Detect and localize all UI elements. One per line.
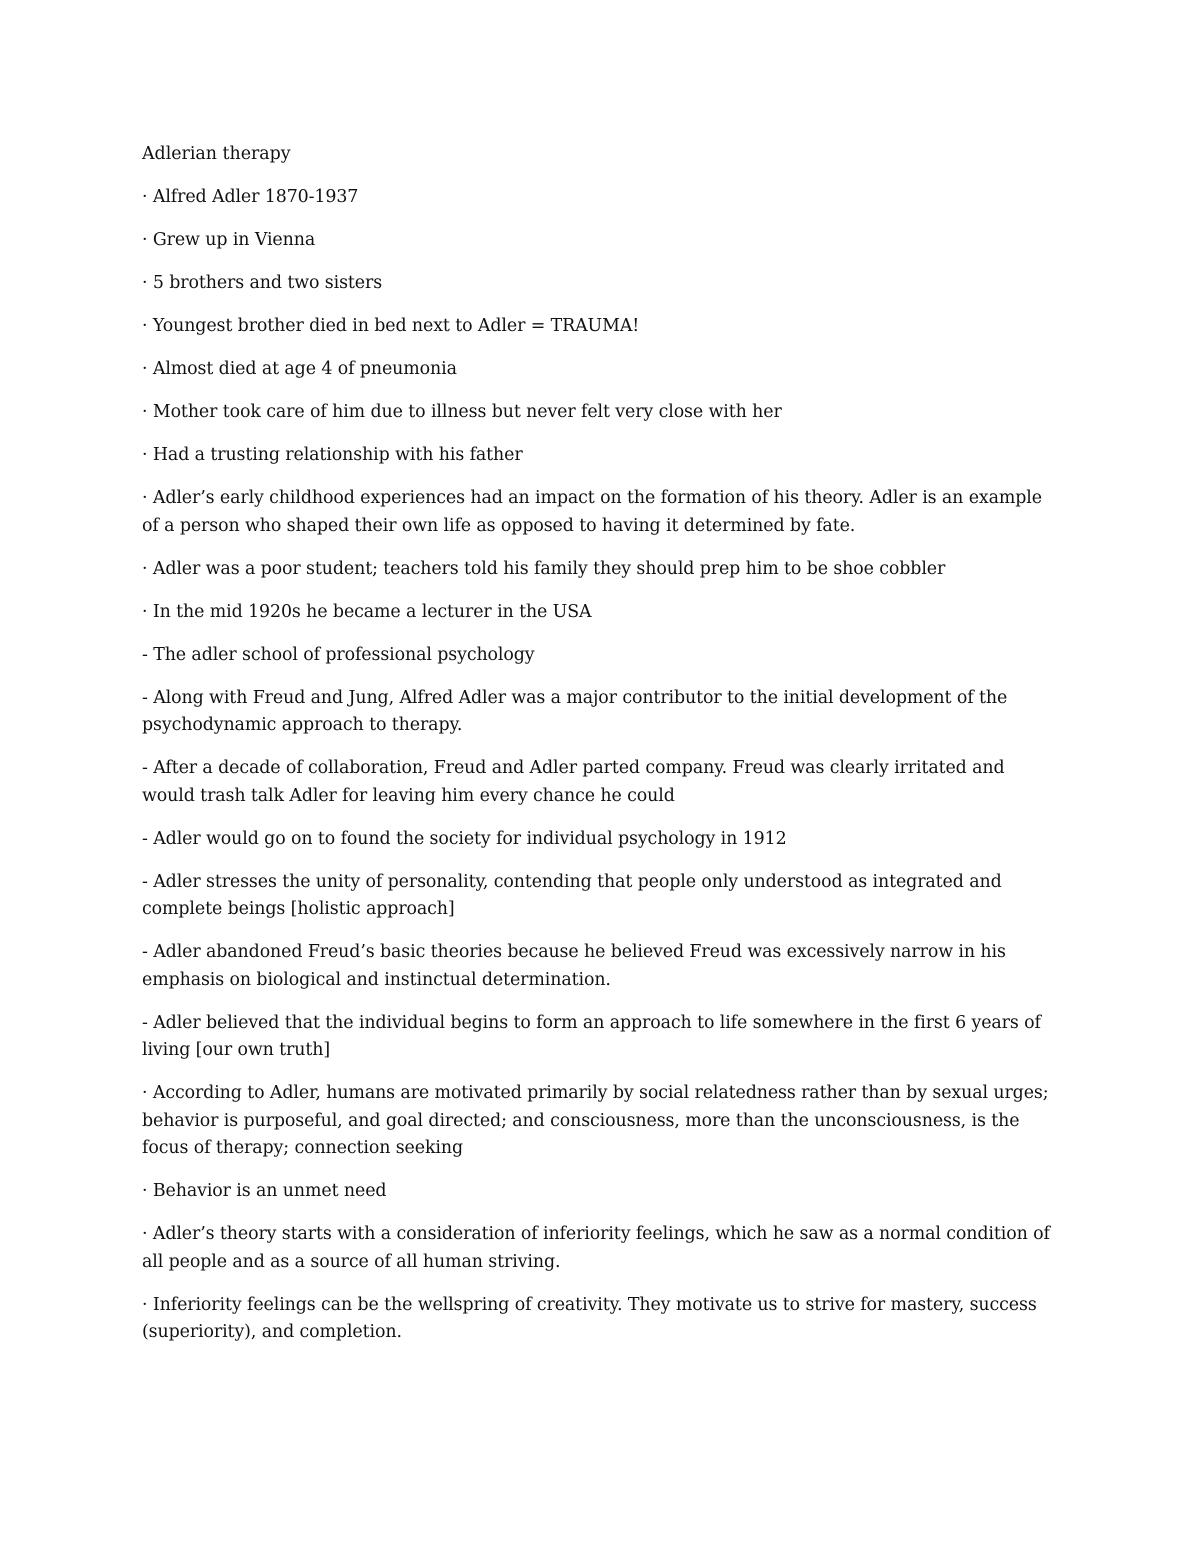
document-body xyxy=(142,141,1062,1362)
bullet-paragraph: · Mother took care of him due to illness but never felt very close with her xyxy=(142,402,782,422)
bullet-paragraph: - The adler school of professional psychology xyxy=(142,644,535,665)
bullet-paragraph: · In the mid 1920s he became a lecturer in the USA xyxy=(142,601,592,622)
bullet-paragraph: · Adler was a poor student; teachers told his family they should prep him to be shoe cobbler xyxy=(142,558,946,579)
bullet-paragraph: · Adler’s early childhood experiences had an impact on the formation of his theory. Adler is an example of a person who shaped their own life as opposed to having it determined by fate. xyxy=(142,488,1042,536)
bullet-paragraph: - Adler stresses the unity of personality, contending that people only understood as integrated and complete beings [holistic approach] xyxy=(142,871,1002,919)
bullet-paragraph: · Behavior is an unmet need xyxy=(142,1181,387,1201)
bullet-paragraph: - Adler believed that the individual begins to form an approach to life somewhere in the first 6 years of living [our own truth] xyxy=(142,1012,1041,1060)
bullet-paragraph: - Adler would go on to found the society for individual psychology in 1912 xyxy=(142,828,787,849)
bullet-paragraph: · Had a trusting relationship with his father xyxy=(142,445,523,465)
bullet-paragraph: · Youngest brother died in bed next to Adler = TRAUMA! xyxy=(142,316,640,336)
bullet-paragraph: · 5 brothers and two sisters xyxy=(142,273,383,293)
bullet-paragraph: · Grew up in Vienna xyxy=(142,230,316,250)
bullet-paragraph: - Along with Freud and Jung, Alfred Adler was a major contributor to the initial development of the psychodynamic approach to therapy. xyxy=(142,687,1008,735)
document-title: Adlerian therapy xyxy=(142,144,291,164)
bullet-paragraph: · Inferiority feelings can be the wellspring of creativity. They motivate us to strive for mastery, success (superiority), and completion. xyxy=(142,1294,1037,1342)
bullet-paragraph: · Alfred Adler 1870-1937 xyxy=(142,187,359,207)
bullet-paragraph: - After a decade of collaboration, Freud and Adler parted company. Freud was clearly irritated and would trash talk Adler for leaving him every chance he could xyxy=(142,758,1005,806)
bullet-paragraph: · According to Adler, humans are motivated primarily by social relatedness rather than by sexual urges; behavior is purposeful, and goal directed; and consciousness, more than the unconsciousness, is the focus of therapy; connection seeking xyxy=(142,1083,1049,1158)
bullet-paragraph: · Adler’s theory starts with a consideration of inferiority feelings, which he saw as a normal condition of all people and as a source of all human striving. xyxy=(142,1224,1050,1272)
bullet-paragraph: - Adler abandoned Freud’s basic theories because he believed Freud was excessively narrow in his emphasis on biological and instinctual determination. xyxy=(142,942,1006,990)
bullet-paragraph: · Almost died at age 4 of pneumonia xyxy=(142,359,457,379)
